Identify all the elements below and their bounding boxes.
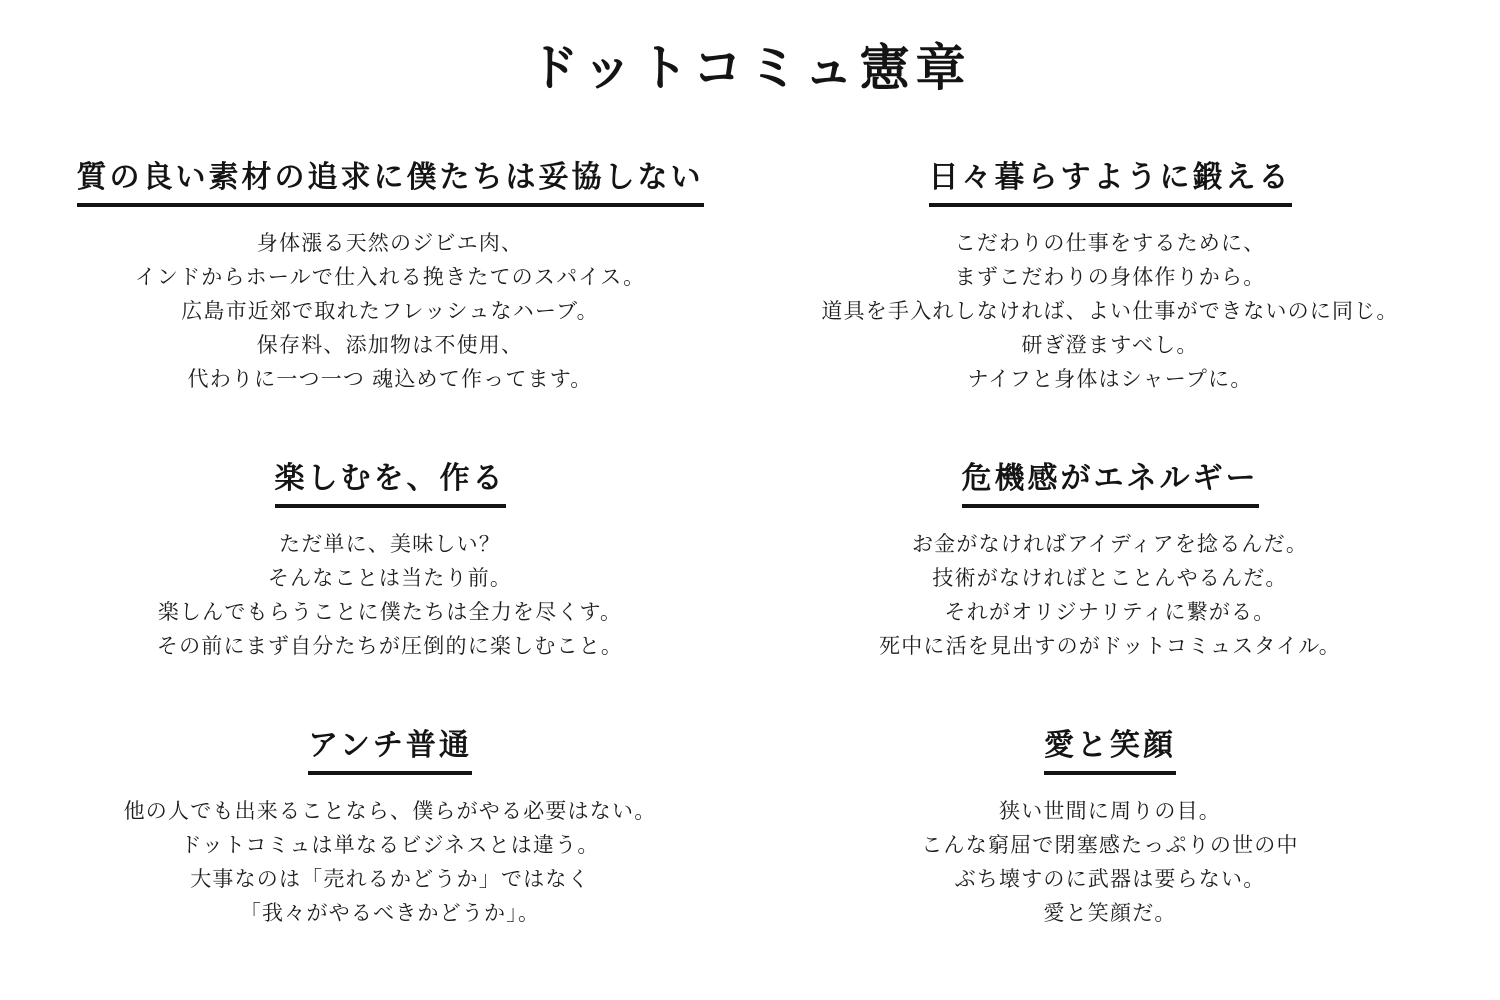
section-quality: [30, 152, 750, 397]
section-body: [774, 227, 1446, 397]
section-heading: 愛と笑顔: [1044, 720, 1176, 775]
section-body: [774, 795, 1446, 931]
section-heading: アンチ普通: [308, 720, 472, 775]
body-line: 他の人でも出来ることなら、僕らがやる必要はない。: [123, 800, 657, 824]
body-line: 代わりに一つ一つ 魂込めて作ってます。: [187, 368, 593, 392]
body-line: ぶち壊すのに武器は要らない。: [954, 868, 1266, 892]
section-love-and-smile: [750, 720, 1470, 931]
sections-grid: [0, 152, 1500, 931]
body-line: 大事なのは「売れるかどうか」ではなく: [190, 868, 590, 892]
body-line: 研ぎ澄ますべし。: [1021, 334, 1199, 358]
section-heading: 楽しむを、作る: [275, 453, 506, 508]
body-line: まずこだわりの身体作りから。: [954, 266, 1266, 290]
body-line: 狭い世間に周りの目。: [999, 800, 1221, 824]
body-line: 道具を手入れしなければ、よい仕事ができないのに同じ。: [821, 300, 1399, 324]
body-line: ただ単に、美味しい？: [279, 533, 501, 557]
section-body: [774, 528, 1446, 664]
section-crisis-energy: [750, 453, 1470, 664]
body-line: 身体漲る天然のジビエ肉、: [256, 232, 524, 255]
body-line: 技術がなければとことんやるんだ。: [932, 567, 1288, 591]
body-line: 楽しんでもらうことに僕たちは全力を尽くす。: [157, 601, 623, 625]
section-body: [54, 528, 726, 664]
body-line: 広島市近郊で取れたフレッシュなハーブ。: [181, 300, 599, 324]
body-line: それがオリジナリティに繋がる。: [944, 601, 1276, 625]
body-line: ドットコミュは単なるビジネスとは違う。: [180, 834, 600, 858]
body-line: ナイフと身体はシャープに。: [967, 368, 1253, 392]
section-body: [54, 795, 726, 931]
body-line: こだわりの仕事をするために、: [954, 232, 1266, 255]
body-line: 死中に活を見出すのがドットコミュスタイル。: [879, 635, 1341, 659]
section-anti-ordinary: [30, 720, 750, 931]
body-line: お金がなければアイディアを捻るんだ。: [911, 533, 1309, 557]
section-training: [750, 152, 1470, 397]
body-line: その前にまず自分たちが圧倒的に楽しむこと。: [156, 635, 624, 659]
body-line: 保存料、添加物は不使用、: [256, 334, 524, 358]
section-heading: 危機感がエネルギー: [962, 453, 1259, 508]
page-title: ドットコミュ憲章: [528, 40, 972, 96]
section-heading: 日々暮らすように鍛える: [929, 152, 1292, 207]
body-line: そんなことは当たり前。: [267, 567, 513, 591]
section-heading: 質の良い素材の追求に僕たちは妥協しない: [77, 152, 704, 207]
body-line: インドからホールで仕入れる挽きたてのスパイス。: [134, 266, 646, 290]
body-line: 愛と笑顔だ。: [1043, 902, 1177, 926]
section-body: [54, 227, 726, 397]
body-line: 「我々がやるべきかどうか」。: [239, 902, 541, 926]
section-enjoyment: [30, 453, 750, 664]
body-line: こんな窮屈で閉塞感たっぷりの世の中: [921, 834, 1299, 858]
